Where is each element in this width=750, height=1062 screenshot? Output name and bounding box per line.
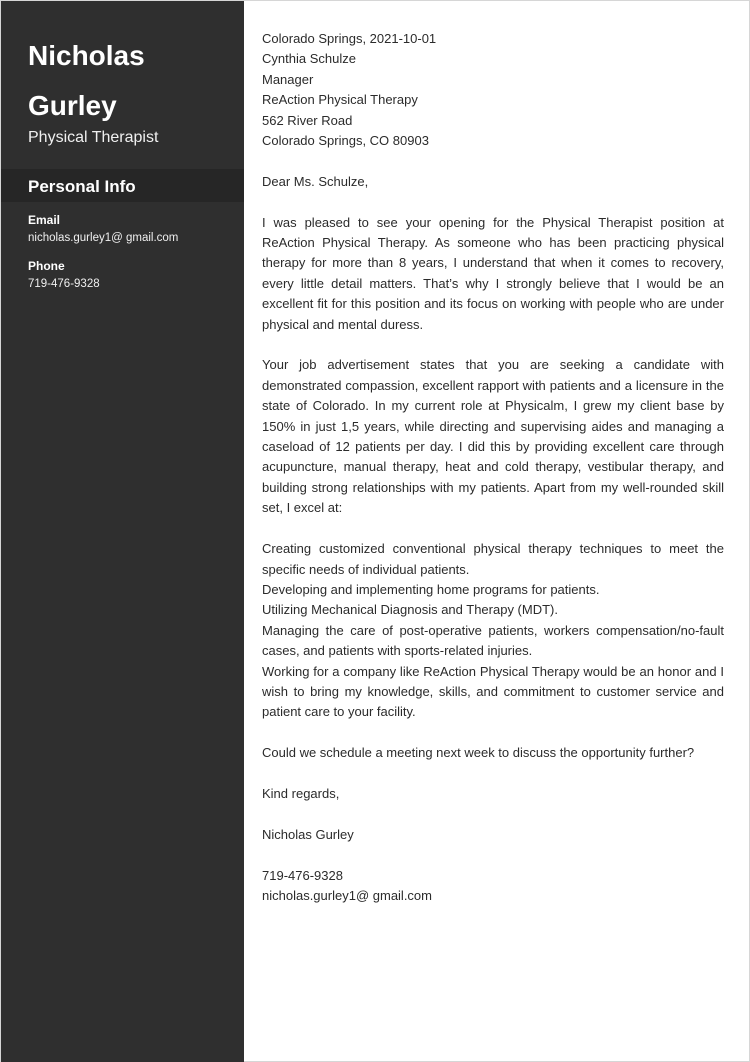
paragraph-intro: I was pleased to see your opening for the Physical Therapist position at ReAction Physical Therapy. As someone who has been practicing physical therapy for more than 8 years, I understand that when it comes to recovery, every little detail matters. That’s why I strongly believe that I would be an excellent fit for this position and its focus on working with people who are under physical and mental duress. bbox=[262, 214, 724, 332]
letter-body bbox=[262, 29, 724, 906]
name-last: Gurley bbox=[28, 90, 117, 121]
contact-email: nicholas.gurley1@ gmail.com bbox=[262, 887, 432, 903]
personal-info-title: Personal Info bbox=[28, 177, 136, 196]
name-first: Nicholas bbox=[28, 40, 145, 71]
skill-item: Managing the care of post-operative patients, workers compensation/no-fault cases, and patients with sports-related injuries. bbox=[262, 622, 724, 659]
email-label: Email bbox=[28, 213, 61, 227]
skill-item: Working for a company like ReAction Physical Therapy would be an honor and I wish to bring my knowledge, skills, and commitment to customer service and patient care to your facility. bbox=[262, 663, 724, 720]
salutation: Dear Ms. Schulze, bbox=[262, 173, 369, 189]
recipient-company: ReAction Physical Therapy bbox=[262, 92, 418, 108]
paragraph-call-to-action: Could we schedule a meeting next week to discuss the opportunity further? bbox=[262, 745, 695, 761]
skill-item: Utilizing Mechanical Diagnosis and Therapy (MDT). bbox=[262, 602, 558, 618]
paragraph-experience: Your job advertisement states that you are seeking a candidate with demonstrated compassion, excellent rapport with patients and a licensure in the state of Colorado. In my current role at Physicalm, I grew my client base by 150% in just 1,5 years, while directing and supervising aides and managing a caseload of 12 patients per day. I did this by providing excellent care through acupuncture, manual therapy, heat and cold therapy, vestibular therapy, and building strong relationships with my patients. Apart from my well-rounded skill set, I excel at: bbox=[262, 357, 724, 516]
letter-date: Colorado Springs, 2021-10-01 bbox=[262, 31, 437, 46]
skill-item: Creating customized conventional physical therapy techniques to meet the specific needs of individual patients. bbox=[262, 541, 724, 577]
recipient-city: Colorado Springs, CO 80903 bbox=[262, 133, 429, 149]
phone-value: 719-476-9328 bbox=[28, 278, 100, 290]
signature: Nicholas Gurley bbox=[262, 826, 354, 842]
recipient-title: Manager bbox=[262, 71, 314, 87]
closing: Kind regards, bbox=[262, 785, 340, 801]
skill-item: Developing and implementing home programs for patients. bbox=[262, 581, 600, 597]
sidebar bbox=[1, 1, 244, 1062]
phone-label: Phone bbox=[28, 259, 65, 273]
email-value: nicholas.gurley1@ gmail.com bbox=[28, 232, 179, 244]
applicant-name bbox=[28, 31, 238, 131]
recipient-street: 562 River Road bbox=[262, 112, 353, 128]
recipient-name: Cynthia Schulze bbox=[262, 51, 356, 67]
contact-phone: 719-476-9328 bbox=[262, 867, 343, 883]
job-title: Physical Therapist bbox=[28, 129, 159, 146]
